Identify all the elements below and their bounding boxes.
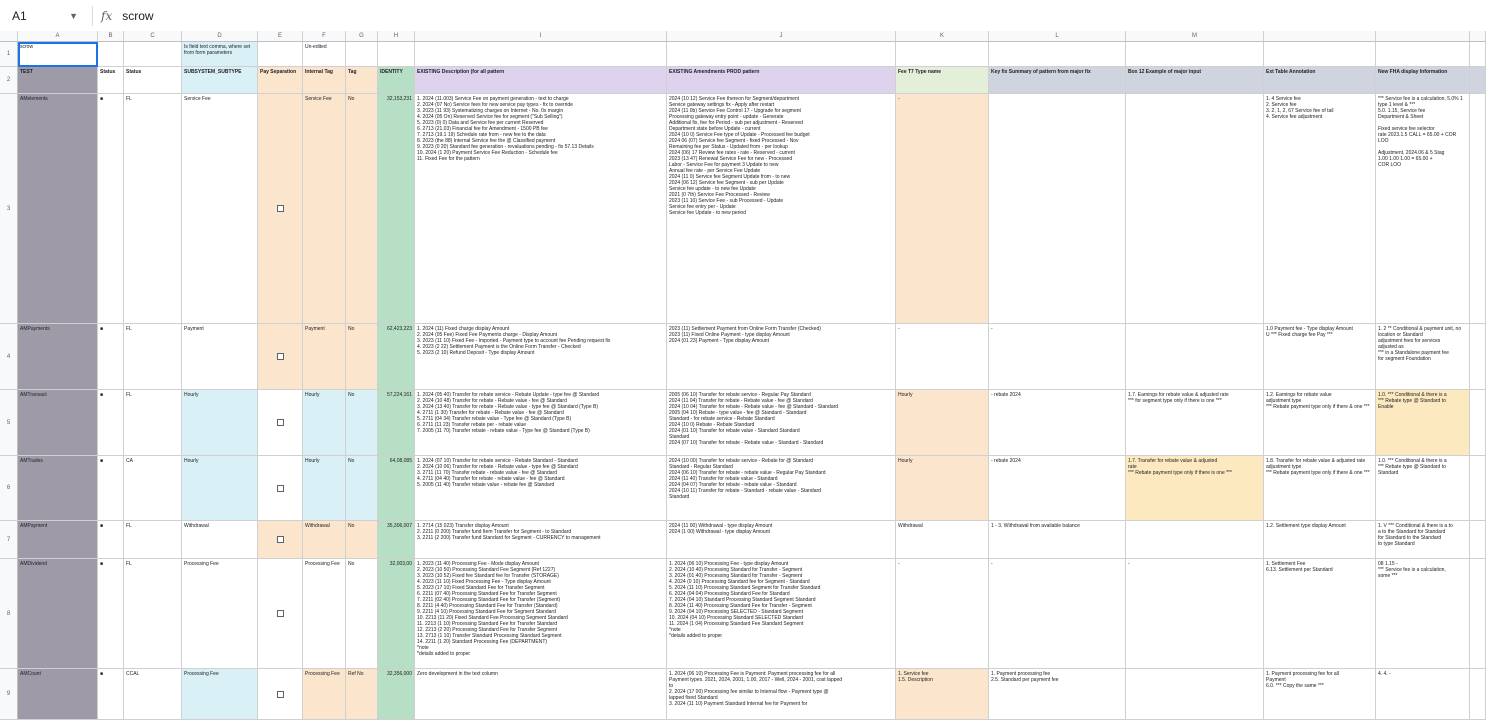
cell-text: 1.7. Transfer for rebate value & adjusted rate *** Rebate payment type only if there is one *** [1128, 458, 1232, 476]
cell[interactable] [378, 42, 415, 67]
key-fix-cell[interactable] [989, 324, 1126, 390]
column-title-cell[interactable]: Tag [346, 67, 378, 94]
internal-tag-cell[interactable] [303, 94, 346, 324]
cell-text: 32,153,231 [386, 96, 412, 102]
column-header[interactable] [1376, 31, 1470, 41]
fee-type-cell[interactable] [896, 456, 989, 521]
existing-description-cell[interactable] [415, 456, 667, 521]
cell-text: ■ [100, 326, 104, 332]
cell-text: AMTrades [20, 458, 43, 464]
identity-cell[interactable] [378, 324, 415, 390]
internal-tag-cell[interactable] [303, 324, 346, 390]
subtype-cell[interactable] [182, 390, 258, 456]
cell[interactable] [1470, 559, 1486, 669]
formula-input[interactable]: scrow [122, 8, 154, 23]
row-header[interactable]: 8 [0, 559, 18, 669]
example-cell[interactable] [1126, 521, 1264, 559]
cell-text: 1. 2024 (11.003) Service Fee on payment generation - text to charge 2. 2024 (07 No) Service fees for new service pay types - fix to override 3. 2023 (11 93) Systematizing charges on Internet - No. 0x margin 4. 2024 (05 On) Reserved Service fee for segment ("Sub Selling") 5. 2023 (0) 0) Data and Service fee per current Reserved 6. 2713 (21.03) Financial fee for Amendment - 1500 PB fee 7. 2713 (19.1 19) Schedule rate from - new fee to the data 8. 2023 (the 88) Internal Service fee the @ Classified payment 9. 2023 (0 20) Standard fee generation - revaluations pending - fix 57.13 Details 10. 2024 (1 20) Payment Service Fee Reduction - Schedule fee 11. Fixed Fee for the pattern [417, 96, 594, 162]
cell-text: Hourly [184, 458, 199, 464]
display-info-cell[interactable] [1376, 559, 1470, 669]
cell-text: 64,08,085 [389, 458, 412, 464]
cell-text: ■ [100, 96, 104, 102]
column-header[interactable]: H [378, 31, 415, 41]
cell[interactable] [1126, 42, 1264, 67]
key-fix-cell[interactable] [989, 94, 1126, 324]
subtype-cell[interactable] [182, 94, 258, 324]
cell-text: 2024 (10 12) Service Fee thereon for Segment/department Service gateway settings fix - Apply after restart 2024 (11 0b) Service Fee Control 17 - Upgrade for segment Processing gateway entry point - update - Generate Additional fix, fee for Period - sub per adjustment - Reserved Department state before Update - current 2024 (10 0) Service Fee type of Update - Processed fee budget 2024 06 (07) Service fee Segment - fixed Processed - Nov Remaining fee per Status - Updated from - per lookup 2024 (06) 17 Review fee rates - rate - Reserved - current 2023 (13 47) Renewal Service Fee for new - Processed Labor - Service Fee for payment 3 Update to new Annual fee rate - per Service Fee Update 2024 (11 0) Service fee Segment Update from - to new 2024 (06 12) Service fee Segment - sub per Update Service fee update - to new fee Update 2021 (0 7th) Service Fee Processed - Review 2023 (11 10) Service Fee - sub Processed - Update Service fee entry per - Update Service fee Update - to new period [669, 96, 810, 216]
status-cell[interactable] [98, 94, 124, 324]
fee-type-cell[interactable] [896, 94, 989, 324]
cell-text: 4. 4. - [1378, 671, 1391, 677]
column-title-cell[interactable]: TEST [18, 67, 98, 94]
cell[interactable] [1470, 521, 1486, 559]
cell-text: Processing Fee [184, 671, 219, 677]
row-header[interactable]: 5 [0, 390, 18, 456]
cell-text: 1.0 Payment fee - Type display Amount U *** Fixed charge fee Pay *** [1266, 326, 1353, 338]
subtype-cell[interactable] [182, 324, 258, 390]
annotation-cell[interactable] [1264, 521, 1376, 559]
status-cell[interactable] [98, 324, 124, 390]
cell-text: No [348, 458, 355, 464]
subtype-cell[interactable] [182, 559, 258, 669]
cell[interactable] [1470, 324, 1486, 390]
cell-a1[interactable]: scrow [18, 42, 98, 67]
column-header-bar [0, 31, 1486, 42]
column-header[interactable]: K [896, 31, 989, 41]
cell[interactable] [1470, 94, 1486, 324]
subtype-cell[interactable] [182, 521, 258, 559]
cell[interactable] [258, 42, 303, 67]
cell[interactable]: Un-edited [303, 42, 346, 67]
cell-text: - rebate 2024 [991, 458, 1021, 464]
status-cell[interactable] [98, 559, 124, 669]
cell-text: No [348, 326, 355, 332]
subtype-cell[interactable] [182, 456, 258, 521]
status-cell[interactable] [98, 669, 124, 720]
name-box[interactable] [6, 5, 84, 27]
cell-text: - [991, 561, 993, 567]
key-fix-cell[interactable] [989, 559, 1126, 669]
example-cell[interactable] [1126, 456, 1264, 521]
checkbox[interactable] [277, 353, 284, 360]
subtype-cell[interactable] [182, 669, 258, 720]
checkbox[interactable] [277, 485, 284, 492]
cell[interactable] [1470, 42, 1486, 67]
test-name-cell[interactable] [18, 521, 98, 559]
existing-description-cell[interactable] [415, 669, 667, 720]
key-fix-cell[interactable] [989, 521, 1126, 559]
cell[interactable] [124, 42, 182, 67]
cell-text: - [991, 326, 993, 332]
column-header[interactable]: C [124, 31, 182, 41]
cell-text: No [348, 523, 355, 529]
status-code-cell[interactable] [124, 94, 182, 324]
tag-cell[interactable] [346, 521, 378, 559]
cell-text: Withdrawal [184, 523, 209, 529]
column-header[interactable]: E [258, 31, 303, 41]
test-name-cell[interactable] [18, 456, 98, 521]
existing-amendments-cell[interactable] [667, 324, 896, 390]
annotation-cell[interactable] [1264, 669, 1376, 720]
column-title-cell[interactable]: EXISTING Amendments PROD pattern [667, 67, 896, 94]
tag-cell[interactable] [346, 324, 378, 390]
example-cell[interactable] [1126, 669, 1264, 720]
cell-text: 1. Payment processing fee for all Payment 6.0. *** Copy the same *** [1266, 671, 1339, 689]
internal-tag-cell[interactable] [303, 559, 346, 669]
status-cell[interactable] [98, 456, 124, 521]
cell-text: 2024 (10 00) Transfer for rebate service - Rebate for @ Standard Standard - Regular Standard 2024 (06 10) Transfer for rebate - rebate value - Regular Pay Standard 2024 (11 40) Transfer for rebate value - Standard 2024 (04 07) Transfer for rebate - rebate value - Standard 2024 (10 11) Transfer for rebate - Standard - rebate value - Standard Standard [669, 458, 826, 500]
tag-cell[interactable] [346, 559, 378, 669]
formula-bar [0, 0, 1486, 32]
key-fix-cell[interactable] [989, 390, 1126, 456]
row-header[interactable]: 7 [0, 521, 18, 559]
display-info-cell[interactable] [1376, 94, 1470, 324]
cell-text: Withdrawal [898, 523, 923, 529]
column-header[interactable]: M [1126, 31, 1264, 41]
test-name-cell[interactable] [18, 669, 98, 720]
cell-text: Ref No [348, 671, 364, 677]
cell-text: CCAL [126, 671, 140, 677]
column-title-cell[interactable]: EXISTING Description (for all pattern [415, 67, 667, 94]
cell-text: AMPayment [20, 523, 48, 529]
cell-text: AMCount [20, 671, 41, 677]
cell-text: 1. 2024 (07 10) Transfer for rebate service - Rebate Standard - Standard 2. 2024 (10 06) Transfer for rebate - Rebate value - type fee @ Standard 3. 2711 (11 70) Transfer rebate - rebate value - fee @ Standard 4. 2711 (04 40) Transfer for rebate - rebate value - fee @ Standard 5. 2005 (11 40) Transfer rebate value - rebate fee @ Standard [417, 458, 578, 488]
identity-cell[interactable] [378, 390, 415, 456]
cell-text: 1. 2024 (05 40) Transfer for rebate service - Rebate Update - type fee @ Standard 2. 2024 (10 48) Transfer for rebate - Rebate value - fee @ Standard 3. 2024 (13 40) Transfer for rebate - Rebate value - type fee @ Standard (Type B) 4. 2711 (1 30) Transfer for rebate - Rebate value - fee @ Standard 5. 2711 (04 34) Transfer rebate value - Type fee @ Standard (Type B) 6. 2711 (11 23) Transfer rebate per - rebate value 7. 2005 (11 70) Transfer rebate - rebate value - Type fee @ Standard (Type B) [417, 392, 600, 434]
cell-text: AMDividend [20, 561, 47, 567]
identity-cell[interactable] [378, 456, 415, 521]
tag-cell[interactable] [346, 456, 378, 521]
key-fix-cell[interactable] [989, 669, 1126, 720]
cell-text: Service Fee [184, 96, 211, 102]
status-cell[interactable] [98, 390, 124, 456]
cell-text: Processing Fee [184, 561, 219, 567]
column-title-cell[interactable]: Fee T7 Type name [896, 67, 989, 94]
existing-description-cell[interactable] [415, 521, 667, 559]
checkbox[interactable] [277, 610, 284, 617]
cell-text: FL [126, 96, 132, 102]
cell-text: 08 1.15 - *** Service fee is a calculation, some *** [1378, 561, 1446, 579]
column-header[interactable]: J [667, 31, 896, 41]
annotation-cell[interactable] [1264, 559, 1376, 669]
cell-text: 1.0. *** Conditional & there is a *** Rebate type @ Standard to Standard [1378, 458, 1447, 476]
cell-text: 1.0. *** Conditional & there is a *** Rebate type @ Standard to Enable [1378, 392, 1447, 410]
cell-text: AMTransact [20, 392, 47, 398]
tag-cell[interactable] [346, 669, 378, 720]
cell-text: Hourly [898, 392, 913, 398]
cell-text: Zero development in the text column [417, 671, 498, 677]
column-header[interactable]: D [182, 31, 258, 41]
cell[interactable] [896, 42, 989, 67]
test-name-cell[interactable] [18, 94, 98, 324]
cell-text: 1. 2024 (06 10) Processing Fee - type display Amount 2. 2024 (10 40) Processing Standard for Transfer - Segment 3. 2024 (01 40) Processing Standard for Transfer - Segment 4. 2024 (0 10) Processing Standard fee for Segment - Standard 5. 2024 (11 10) Processing Standard Segment for Transfer Standard 6. 2024 (04 04) Processing Standard Fee for Standard 7. 2024 (04 10) Standard Processing Standard Segment Standard 8. 2024 (11 40) Processing Standard Fee for Transfer - Segment 9. 2024 (04 10) Processing SELECTED - Standard Segment 10. 2024 (04 10) Processing Standard SELECTED Standard 11. 2024 (1 04) Processing Standard Fee Standard Segment *note *details added to proper [669, 561, 821, 639]
existing-description-cell[interactable] [415, 94, 667, 324]
cell-text: Hourly [305, 458, 320, 464]
cell-text: AMPayments [20, 326, 50, 332]
column-header[interactable]: F [303, 31, 346, 41]
cell-text: Hourly [898, 458, 913, 464]
column-title-cell[interactable] [1470, 67, 1486, 94]
identity-cell[interactable] [378, 669, 415, 720]
existing-amendments-cell[interactable] [667, 669, 896, 720]
existing-amendments-cell[interactable] [667, 521, 896, 559]
column-title-cell[interactable]: Ext Table Annotation [1264, 67, 1376, 94]
cell[interactable] [415, 42, 667, 67]
cell-text: - [898, 326, 900, 332]
cell-text: No [348, 96, 355, 102]
formula-separator [92, 6, 93, 26]
cell-text: 1. 2023 (11 40) Processing Fee - Mode display Amount 2. 2023 (10 50) Processing Standard Fee Segment (Ref 1227) 3. 2023 (10 52) Fixed fee Standard fee for Transfer (STORAGE) 4. 2023 (11 10) Fixed Processing Fee - Type display Amount 5. 2023 (17 10) Fixed Standard Fee for Transfer Segment 6. 2211 (07 40) Processing Standard Fee for Transfer Segment 7. 2211 (02 40) Processing Standard Fee for Transfer (Segment) 8. 2211 (4 40) Processing Standard Fee for Transfer (Standard) 9. 2211 (4 10) Processing Standard Fee for Segment Standard 10. 2213 (11 20) Fixed Standard Fee Processing Segment Standard 11. 2213 (1 10) Processing Standard Fee for Transfer Standard 12. 2213 (2 20) Processing Standard Fee for Transfer Segment 13. 2713 (1 10) Transfer Standard Processing Standard Segment 14. 2211 (1 20) Standard Processing Fee (DEPARTMENT) *note *details added to proper [417, 561, 568, 657]
cell-text: FL [126, 523, 132, 529]
pay-separation-cell[interactable] [258, 94, 303, 324]
row-header[interactable]: 4 [0, 324, 18, 390]
row-header[interactable]: 3 [0, 94, 18, 324]
cell-text: 1. V *** Conditional & there is a to a to the Standard for Standard for Standard to the Standard to type Standard [1378, 523, 1453, 547]
fee-type-cell[interactable] [896, 669, 989, 720]
cell-text: ■ [100, 671, 104, 677]
cell-text: 1. Settlement Fee 6.13. Settlement per Standard [1266, 561, 1333, 573]
tag-cell[interactable] [346, 390, 378, 456]
cell-text: 1.2. Earnings for rebate value adjustment type *** Rebate payment type only if there & one *** [1266, 392, 1370, 410]
cell-text: 1. Service fee 1.5. Description [898, 671, 933, 683]
test-name-cell[interactable] [18, 559, 98, 669]
cell-text: AMelements [20, 96, 48, 102]
column-title-cell[interactable]: Box 12 Example of major input [1126, 67, 1264, 94]
cell-text: 1. 2714 (15 023) Transfer display Amount 2. 2211 (0 200) Transfer fund Item Transfer for Segment - to Standard 3. 2211 (2 200) Transfer fund Standard for Segment - CURRENCY to management [417, 523, 601, 541]
cell-text: FL [126, 326, 132, 332]
cell-text: Service Fee [305, 96, 332, 102]
cell[interactable] [346, 42, 378, 67]
cell-text: 2023 (11) Settlement Payment from Online Form Transfer (Checked) 2023 (11) Fixed Online Payment - type display Amount 2024 (01 23) Payment - Type display Amount [669, 326, 821, 344]
pay-separation-cell[interactable] [258, 324, 303, 390]
column-title-cell[interactable]: Pay Separation [258, 67, 303, 94]
cell-text: FL [126, 561, 132, 567]
column-title-cell[interactable]: SUBSYSTEM_SUBTYPE [182, 67, 258, 94]
cell-text: - [1128, 561, 1130, 567]
column-header[interactable] [1470, 31, 1486, 41]
checkbox[interactable] [277, 205, 284, 212]
cell-text: 1.7. Earnings for rebate value & adjusted rate *** for segment type only if there is one *** [1128, 392, 1229, 404]
column-header[interactable]: G [346, 31, 378, 41]
internal-tag-cell[interactable] [303, 390, 346, 456]
example-cell[interactable] [1126, 390, 1264, 456]
cell-text: 1. 4 Service fee 2. Service fee 3. 2, 1, 2, 67 Service fee of tail 4. Service fee adjustment [1266, 96, 1334, 120]
cell-text: Hourly [305, 392, 320, 398]
column-title-cell[interactable]: Status [124, 67, 182, 94]
existing-description-cell[interactable] [415, 324, 667, 390]
identity-cell[interactable] [378, 559, 415, 669]
annotation-cell[interactable] [1264, 94, 1376, 324]
status-code-cell[interactable] [124, 669, 182, 720]
cell-text: Processing Fee [305, 671, 340, 677]
internal-tag-cell[interactable] [303, 521, 346, 559]
cell-text: ■ [100, 523, 104, 529]
row-header[interactable]: 6 [0, 456, 18, 521]
chevron-down-icon[interactable]: ▼ [69, 10, 78, 21]
cell-text: - [898, 96, 900, 102]
checkbox[interactable] [277, 419, 284, 426]
column-header[interactable]: I [415, 31, 667, 41]
cell-text: CA [126, 458, 133, 464]
example-cell[interactable] [1126, 324, 1264, 390]
cell-text: - rebate 2024 [991, 392, 1021, 398]
internal-tag-cell[interactable] [303, 669, 346, 720]
existing-amendments-cell[interactable] [667, 94, 896, 324]
cell-text: Payment [305, 326, 325, 332]
cell-text: 1.2. Settlement type display Amount [1266, 523, 1346, 529]
fee-type-cell[interactable] [896, 324, 989, 390]
column-title-cell[interactable]: Status [98, 67, 124, 94]
column-title-cell[interactable]: New FHA display Information [1376, 67, 1470, 94]
display-info-cell[interactable] [1376, 324, 1470, 390]
name-box-value: A1 [12, 8, 27, 23]
cell-text: 1 - 3. Withdrawal from available balance [991, 523, 1080, 529]
status-code-cell[interactable] [124, 559, 182, 669]
cell-text: 1.8. Transfer for rebate value & adjusted rate adjustment type *** Rebate payment type only if there & one *** [1266, 458, 1370, 476]
pay-separation-cell[interactable] [258, 456, 303, 521]
cell[interactable] [1470, 456, 1486, 521]
display-info-cell[interactable] [1376, 521, 1470, 559]
row-header[interactable]: 9 [0, 669, 18, 720]
cell[interactable] [1264, 42, 1376, 67]
cell[interactable] [1470, 669, 1486, 720]
fx-icon: fx [101, 8, 113, 23]
example-cell[interactable] [1126, 559, 1264, 669]
identity-cell[interactable] [378, 94, 415, 324]
existing-description-cell[interactable] [415, 390, 667, 456]
status-code-cell[interactable] [124, 390, 182, 456]
annotation-cell[interactable] [1264, 324, 1376, 390]
fee-type-cell[interactable] [896, 521, 989, 559]
cell-text: 1. 2024 (11) Fixed charge display Amount 2. 2024 (05 Fee) Fixed Fee Payments charge - Display Amount 3. 2023 (11 10) Fixed Fee - Imported - Payment type to account fee Pending request fix 4. 2023 (2 22) Settlement Payment is the Online Form Transfer - Checked 5. 2023 (2 10) Refund Deposit - Type display Amount [417, 326, 611, 356]
column-header[interactable]: B [98, 31, 124, 41]
existing-amendments-cell[interactable] [667, 559, 896, 669]
cell-text: ■ [100, 392, 104, 398]
row-header[interactable]: 1 [0, 42, 18, 67]
cell-text: 1. Payment processing fee 2.5. Standard per payment fee [991, 671, 1059, 683]
internal-tag-cell[interactable] [303, 456, 346, 521]
pay-separation-cell[interactable] [258, 669, 303, 720]
cell-text: - [898, 561, 900, 567]
cell-text: 2005 (06 10) Transfer for rebate service - Regular Pay Standard 2024 (11 04) Transfer for rebate - Rebate value - fee @ Standard 2024 (10 04) Transfer for rebate - Rebate value - fee @ Standard - Standard 2005 (04 10) Rebate - type value - fee @ Standard - Standard Standard - for rebate service - Rebate Standard 2024 (10 0) Rebate - Rebate Standard 2024 (01 10) Transfer for rebate value - Standard Standard Standard 2024 (07 10) Transfer for rebate - Rebate value - Standard - Standard [669, 392, 839, 446]
checkbox[interactable] [277, 536, 284, 543]
cell-text: ■ [100, 458, 104, 464]
status-cell[interactable] [98, 521, 124, 559]
tag-cell[interactable] [346, 94, 378, 324]
select-all-corner[interactable] [0, 31, 18, 41]
cell[interactable] [989, 42, 1126, 67]
cell-text: No [348, 392, 355, 398]
cell-text: Withdrawal [305, 523, 330, 529]
existing-description-cell[interactable] [415, 559, 667, 669]
cell-text: Processing Fee [305, 561, 340, 567]
cell-text: Payment [184, 326, 204, 332]
pay-separation-cell[interactable] [258, 559, 303, 669]
status-code-cell[interactable] [124, 324, 182, 390]
cell[interactable]: Is field text comma, where set from form parameters [182, 42, 258, 67]
pay-separation-cell[interactable] [258, 390, 303, 456]
display-info-cell[interactable] [1376, 456, 1470, 521]
cell-text: 57,224,161 [386, 392, 412, 398]
column-title-cell[interactable]: IDENTITY [378, 67, 415, 94]
fee-type-cell[interactable] [896, 559, 989, 669]
cell-text: 1. 2024 (06 10) Processing Fee is Payment: Payment processing fee for all Payment types. 2021, 2024, 2001, 1.00, 2017 - Well, 2024 - 2001, cost lapped to 2. 2024 (17 00) Processing fee similar to Internal flow - Payment type @ lapped fixed Standard 3. 2024 (11 10) Payment Standard Internal fee for Payment for [669, 671, 843, 707]
identity-cell[interactable] [378, 521, 415, 559]
cell-text: 32,356,000 [386, 671, 412, 677]
test-name-cell[interactable] [18, 390, 98, 456]
test-name-cell[interactable] [18, 324, 98, 390]
row-header[interactable]: 2 [0, 67, 18, 94]
column-title-cell[interactable]: Internal Tag [303, 67, 346, 94]
annotation-cell[interactable] [1264, 390, 1376, 456]
column-header[interactable] [1264, 31, 1376, 41]
column-title-cell[interactable]: Key fix Summary of pattern from major fix [989, 67, 1126, 94]
existing-amendments-cell[interactable] [667, 456, 896, 521]
column-header[interactable]: A [18, 31, 98, 41]
cell-text: ■ [100, 561, 104, 567]
display-info-cell[interactable] [1376, 390, 1470, 456]
checkbox[interactable] [277, 691, 284, 698]
cell-text: 32,003,00 [389, 561, 412, 567]
cell-text: 2024 (11 00) Withdrawal - type display Amount 2024 (1 00) Withdrawal - type display Amount [669, 523, 773, 535]
cell-text: Hourly [184, 392, 199, 398]
annotation-cell[interactable] [1264, 456, 1376, 521]
cell-text: 35,306,007 [386, 523, 412, 529]
column-header[interactable]: L [989, 31, 1126, 41]
cell[interactable] [98, 42, 124, 67]
display-info-cell[interactable] [1376, 669, 1470, 720]
cell-text: No [348, 561, 355, 567]
example-cell[interactable] [1126, 94, 1264, 324]
fee-type-cell[interactable] [896, 390, 989, 456]
status-code-cell[interactable] [124, 456, 182, 521]
cell-text: *** Service fee is a calculation, 5.0% 1 type 1 level & *** 5.0. 1.15, Service fee Department & Sheet Fixed service fee selector rate 2023.1.5 CALL = 65.00 + COR LOO Adjustment, 2024.06 & 5 Stag 1.00 1.00 1.00 = 65.00 + COR LOO [1378, 96, 1463, 168]
cell-text: FL [126, 392, 132, 398]
existing-amendments-cell[interactable] [667, 390, 896, 456]
pay-separation-cell[interactable] [258, 521, 303, 559]
cell[interactable] [667, 42, 896, 67]
cell[interactable] [1376, 42, 1470, 67]
cell-text: 62,423,223 [386, 326, 412, 332]
cell[interactable] [1470, 390, 1486, 456]
status-code-cell[interactable] [124, 521, 182, 559]
key-fix-cell[interactable] [989, 456, 1126, 521]
cell-text: 1. 2 ** Conditional & payment unit, no location or Standard adjustment fees for services adjusted as *** in a Standalone payment fee for segment Foundation [1378, 326, 1462, 362]
